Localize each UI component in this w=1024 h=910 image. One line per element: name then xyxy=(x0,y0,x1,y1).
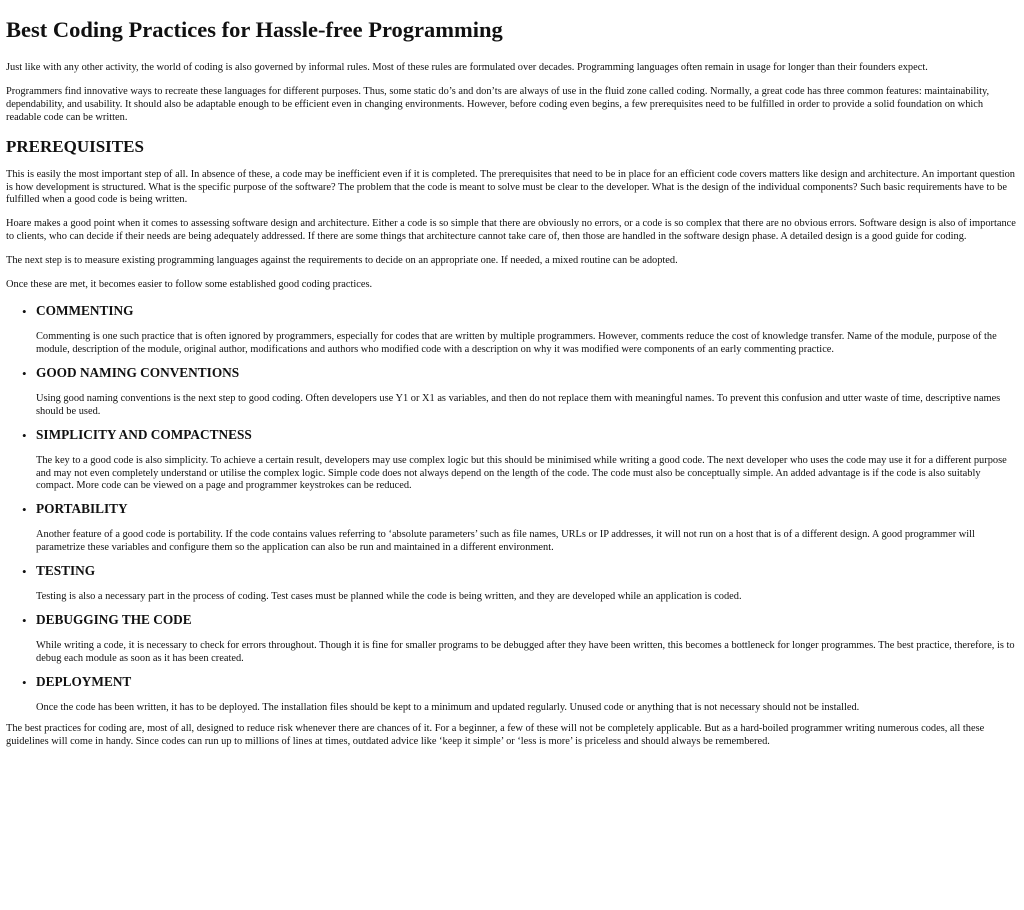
section-heading-prerequisites: PREREQUISITES xyxy=(6,136,144,156)
bullet-icon: • xyxy=(22,613,27,629)
practice-item-simplicity xyxy=(22,426,1017,494)
bullet-icon: • xyxy=(22,427,27,443)
practice-item-portability xyxy=(22,501,1017,555)
bullet-icon: • xyxy=(22,365,27,381)
practice-item-naming xyxy=(22,364,1017,419)
practice-text: Another feature of a good code is portability. If the code contains values referring to ‘absolute parameters’ such as file names, URLs or IP addresses, it will not run on a host that is of a different design. A good programmer will parametrize these variables and configure them so the application can also be run and maintained in a different environment. xyxy=(36,529,975,554)
practice-heading: COMMENTING xyxy=(36,302,134,318)
practice-text: Once the code has been written, it has to be deployed. The installation files should be kept to a minimum and updated regularly. Unused code or anything that is not necessary should not be installed. xyxy=(36,701,860,713)
page-title: Best Coding Practices for Hassle-free Programming xyxy=(6,17,503,42)
practice-text: Testing is also a necessary part in the process of coding. Test cases must be planned while the code is being written, and they are developed while an application is coded. xyxy=(36,591,742,603)
practice-item-commenting xyxy=(22,302,1017,357)
practice-heading: SIMPLICITY AND COMPACTNESS xyxy=(36,426,252,442)
prerequisites-paragraph: This is easily the most important step of all. In absence of these, a code may be inefficient even if it is completed. The prerequisites that need to be in place for an efficient code covers matters like design and architecture. An important question is how development is structured. What is the specific purpose of the software? The problem that the code is meant to solve must be clear to the developer. What is the design of the individual components? Such basic requirements have to be fulfilled when a good code is being written. xyxy=(6,168,1016,206)
closing-paragraph: The best practices for coding are, most of all, designed to reduce risk whenever there are chances of it. For a beginner, a few of these will not be completely applicable. But as a hard-boiled programmer writing numerous codes, all these guidelines will come in handy. Since codes can run up to millions of lines at times, outdated advice like ‘keep it simple’ or ‘less is more’ is priceless and should always be remembered. xyxy=(6,722,985,747)
intro-paragraph: Programmers find innovative ways to recreate these languages for different purposes. Thus, some static do’s and don’ts are always of use in the fluid zone called coding. Normally, a great code has three common features: maintainability, dependability, and usability. It should also be adaptable enough to be efficient even in changing environments. However, before coding even begins, a few prerequisites need to be fulfilled in order to provide a solid foundation on which readable code can be written. xyxy=(6,85,990,123)
prerequisites-paragraph: Hoare makes a good point when it comes to assessing software design and architecture. Either a code is so simple that there are obviously no errors, or a code is so complex that there are no obvious errors. Software design is also of importance to clients, who can decide if their needs are being adequately addressed. If there are some things that architecture cannot take care of, then those are handled in the software design phase. A detailed design is a good guide for coding. xyxy=(6,218,1016,243)
bullet-icon: • xyxy=(22,303,27,319)
practice-text: The key to a good code is also simplicity. To achieve a certain result, developers may use complex logic but this should be minimised while writing a good code. The next developer who uses the code may use it for a different purpose and may not even completely understand or utilise the complex logic. Simple code does not always depend on the length of the code. The code must also be conceptually simple. An added advantage is if the code is also suitably compact. More code can be viewed on a page and programmer keystrokes can be reduced. xyxy=(36,454,1007,492)
practice-heading: TESTING xyxy=(36,563,96,579)
practice-text: Commenting is one such practice that is often ignored by programmers, especially for codes that are written by multiple programmers. However, comments reduce the cost of knowledge transfer. Name of the module, purpose of the module, description of the module, original author, modifications and authors who modified code with a description on why it was modified were components of an early commenting practice. xyxy=(36,330,997,355)
practice-item-debugging xyxy=(22,612,1017,666)
prerequisites-paragraph: The next step is to measure existing programming languages against the requirements to decide on an appropriate one. If needed, a mixed routine can be adopted. xyxy=(6,255,678,267)
bullet-icon: • xyxy=(22,502,27,518)
practice-heading: DEPLOYMENT xyxy=(36,673,132,689)
practice-heading: DEBUGGING THE CODE xyxy=(36,612,192,628)
practice-text: While writing a code, it is necessary to check for errors throughout. Though it is fine for smaller programs to be debugged after they have been written, this becomes a bottleneck for longer programmes. The best practice, therefore, is to debug each module as soon as it has been created. xyxy=(36,640,1015,664)
practice-heading: PORTABILITY xyxy=(36,501,128,517)
practice-heading: GOOD NAMING CONVENTIONS xyxy=(36,364,240,380)
practice-text: Using good naming conventions is the next step to good coding. Often developers use Y1 or X1 as variables, and then do not replace them with meaningful names. To prevent this confusion and utter waste of time, descriptive names should be used. xyxy=(36,392,1001,417)
practice-item-deployment xyxy=(22,673,1017,715)
intro-paragraph: Just like with any other activity, the world of coding is also governed by informal rules. Most of these rules are formulated over decades. Programming languages often remain in usage for longer than their founders expect. xyxy=(6,62,928,73)
practice-item-testing xyxy=(22,563,1017,604)
practices-list xyxy=(6,303,1017,715)
bullet-icon: • xyxy=(22,564,27,580)
prerequisites-paragraph: Once these are met, it becomes easier to follow some established good coding practices. xyxy=(6,279,373,291)
bullet-icon: • xyxy=(22,674,27,690)
